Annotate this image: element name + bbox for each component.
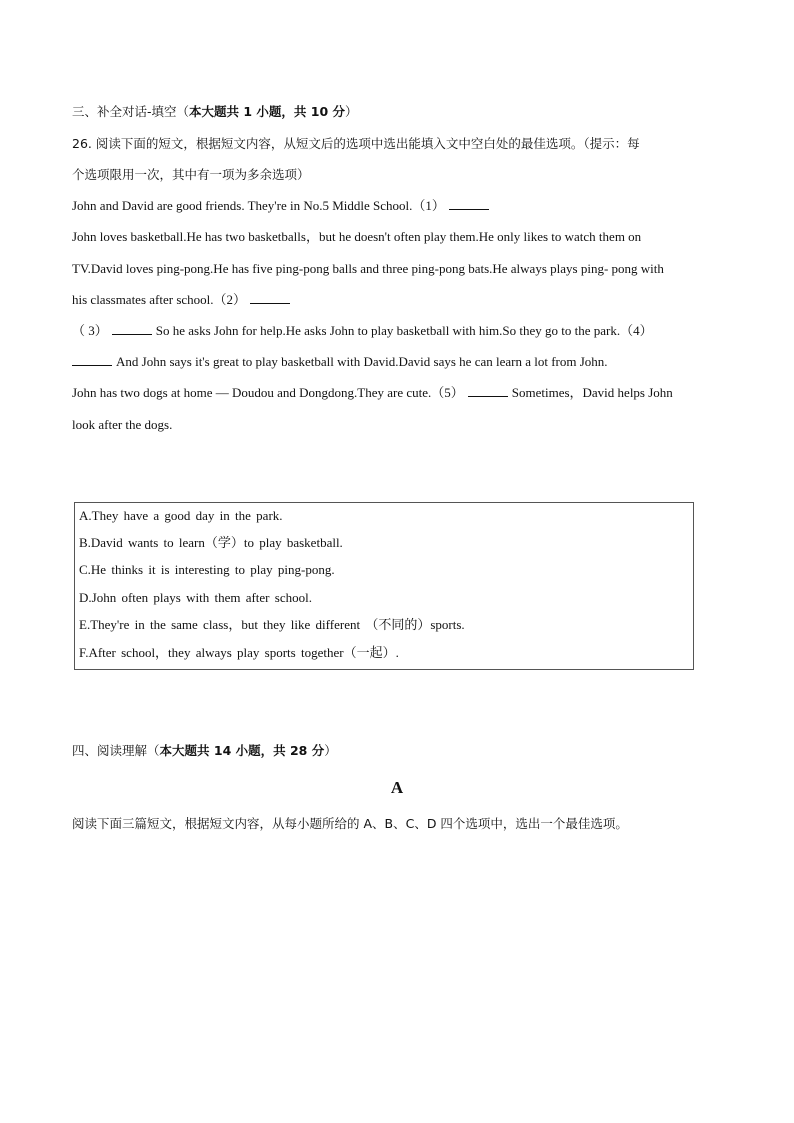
passage-line-4: his classmates after school.（2） (72, 291, 294, 309)
blank-3 (112, 322, 152, 335)
option-f: F.After school，they always play sports together（一起）. (79, 645, 399, 660)
passage-line-6: And John says it's great to play basketball with David.David says he can learn a lot from John. (72, 353, 608, 371)
passage-line-1: John and David are good friends. They're in No.5 Middle School.（1） (72, 197, 493, 215)
passage-line-8: look after the dogs. (72, 417, 173, 432)
blank-5 (468, 384, 508, 397)
options-box (74, 502, 694, 670)
option-b: B.David wants to learn（学）to play basketball. (79, 535, 343, 550)
question-26-instruction-line2: 个选项限用一次，其中有一项为多余选项） (72, 167, 310, 182)
part-a-title: A (390, 778, 404, 797)
option-d: D.John often plays with them after school. (79, 590, 312, 605)
option-a: A.They have a good day in the park. (79, 508, 283, 523)
question-26-instruction-line1: 26. 阅读下面的短文，根据短文内容，从短文后的选项中选出能填入文中空白处的最佳选项。（提示：每 (72, 136, 640, 151)
passage-line-3: TV.David loves ping-pong.He has five ping-pong balls and three ping-pong bats.He always plays ping- pong with (72, 261, 664, 276)
section-3-heading: 三、补全对话-填空（本大题共 1 小题，共 10 分） (72, 104, 358, 119)
blank-4 (72, 353, 112, 366)
passage-line-2: John loves basketball.He has two basketballs，but he doesn't often play them.He only likes to watch them on (72, 229, 642, 244)
passage-line-5: （ 3） So he asks John for help.He asks John to play basketball with him.So they go to the park.（4） (72, 323, 653, 338)
option-c: C.He thinks it is interesting to play ping-pong. (79, 562, 335, 577)
part-a-instruction: 阅读下面三篇短文，根据短文内容，从每小题所给的 A、B、C、D 四个选项中，选出一个最佳选项。 (72, 816, 628, 831)
blank-2 (250, 291, 290, 304)
blank-1 (449, 197, 489, 210)
passage-line-7: John has two dogs at home — Doudou and Dongdong.They are cute.（5） Sometimes，David helps John (72, 385, 673, 400)
section-4-heading: 四、阅读理解（本大题共 14 小题，共 28 分） (72, 743, 337, 758)
option-e: E.They're in the same class，but they like different （不同的）sports. (79, 617, 465, 632)
